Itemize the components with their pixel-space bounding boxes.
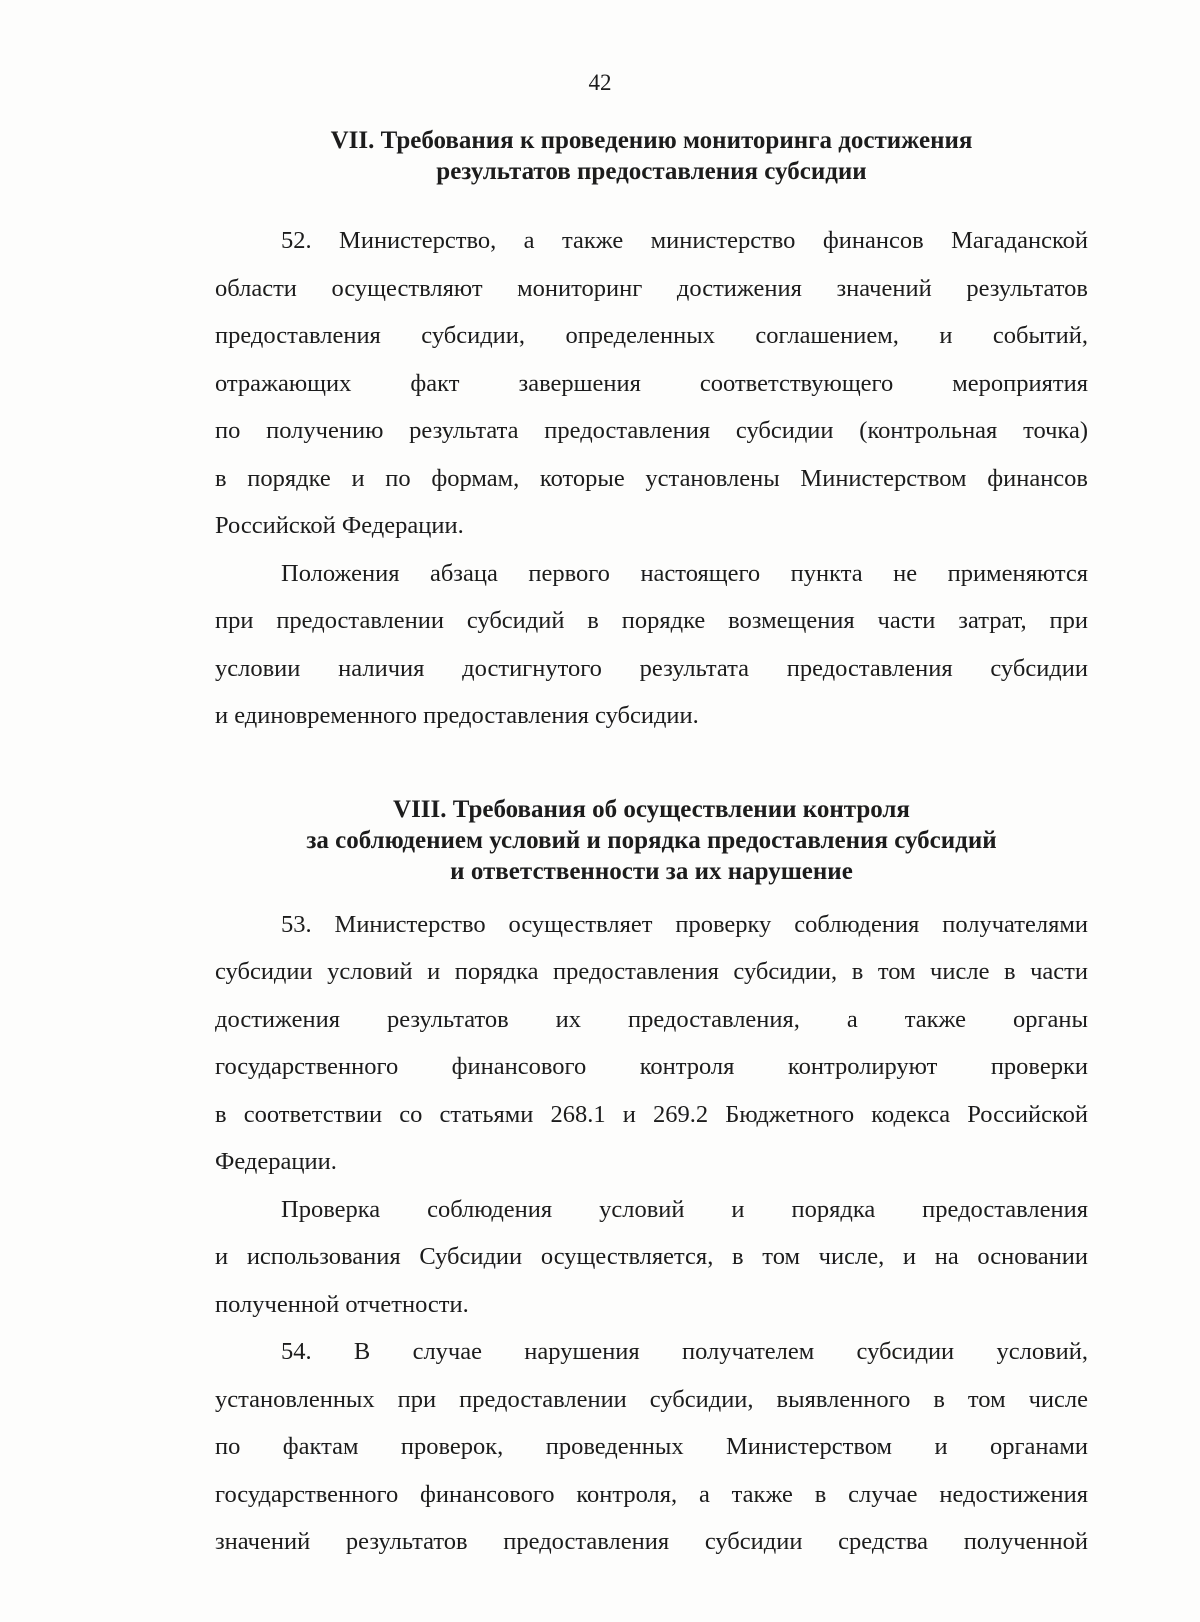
text-line: Федерации. xyxy=(215,1148,337,1175)
text-line: при предоставлении субсидий в порядке возмещения части затрат, при xyxy=(215,607,1088,634)
text-line: и единовременного предоставления субсидии. xyxy=(215,702,699,729)
paragraph-53 xyxy=(215,901,1088,1186)
section-8-heading xyxy=(215,794,1088,887)
text-line: области осуществляют мониторинг достижения значений результатов xyxy=(215,274,1088,302)
heading-line: за соблюдением условий и порядка предоставления субсидий xyxy=(306,826,997,854)
text-line: 54. В случае нарушения получателем субсидии условий, xyxy=(281,1338,1088,1365)
paragraph-53-part-2 xyxy=(215,1186,1088,1329)
heading-line: и ответственности за их нарушение xyxy=(450,857,853,885)
text-line: в соответствии со статьями 268.1 и 269.2 Бюджетного кодекса Российской xyxy=(215,1100,1088,1128)
paragraph-54 xyxy=(215,1328,1088,1566)
text-line: Проверка соблюдения условий и порядка предоставления xyxy=(281,1195,1088,1223)
text-line: установленных при предоставлении субсидии, выявленного в том числе xyxy=(215,1385,1088,1413)
text-line: 53. Министерство осуществляет проверку соблюдения получателями xyxy=(281,910,1088,938)
text-line: государственного финансового контроля контролируют проверки xyxy=(215,1053,1088,1080)
text-line: Российской Федерации. xyxy=(215,512,464,539)
text-line: в порядке и по формам, которые установлены Министерством финансов xyxy=(215,464,1088,492)
text-line: условии наличия достигнутого результата предоставления субсидии xyxy=(215,654,1088,682)
paragraph-52-part-2 xyxy=(215,550,1088,740)
heading-line: VIII. Требования об осуществлении контроля xyxy=(393,795,910,823)
text-line: предоставления субсидии, определенных соглашением, и событий, xyxy=(215,322,1088,349)
paragraph-52 xyxy=(215,217,1088,550)
text-line: достижения результатов их предоставления, а также органы xyxy=(215,1005,1088,1033)
text-line: государственного финансового контроля, а также в случае недостижения xyxy=(215,1480,1088,1508)
text-line: значений результатов предоставления субсидии средства полученной xyxy=(215,1528,1088,1555)
text-line: 52. Министерство, а также министерство финансов Магаданской xyxy=(281,227,1088,254)
heading-line: VII. Требования к проведению мониторинга достижения xyxy=(330,127,973,154)
document-body xyxy=(215,125,1088,1566)
text-line: по фактам проверок, проведенных Министерством и органами xyxy=(215,1433,1088,1460)
text-line: по получению результата предоставления субсидии (контрольная точка) xyxy=(215,417,1088,444)
text-line: отражающих факт завершения соответствующего мероприятия xyxy=(215,369,1088,397)
heading-line: результатов предоставления субсидии xyxy=(436,158,867,185)
text-line: и использования Субсидии осуществляется, в том числе, и на основании xyxy=(215,1243,1088,1270)
text-line: субсидии условий и порядка предоставления субсидии, в том числе в части xyxy=(215,958,1088,985)
section-7-heading xyxy=(215,125,1088,187)
text-line: полученной отчетности. xyxy=(215,1290,469,1318)
page-number: 42 xyxy=(588,70,612,95)
text-line: Положения абзаца первого настоящего пункта не применяются xyxy=(281,559,1088,587)
